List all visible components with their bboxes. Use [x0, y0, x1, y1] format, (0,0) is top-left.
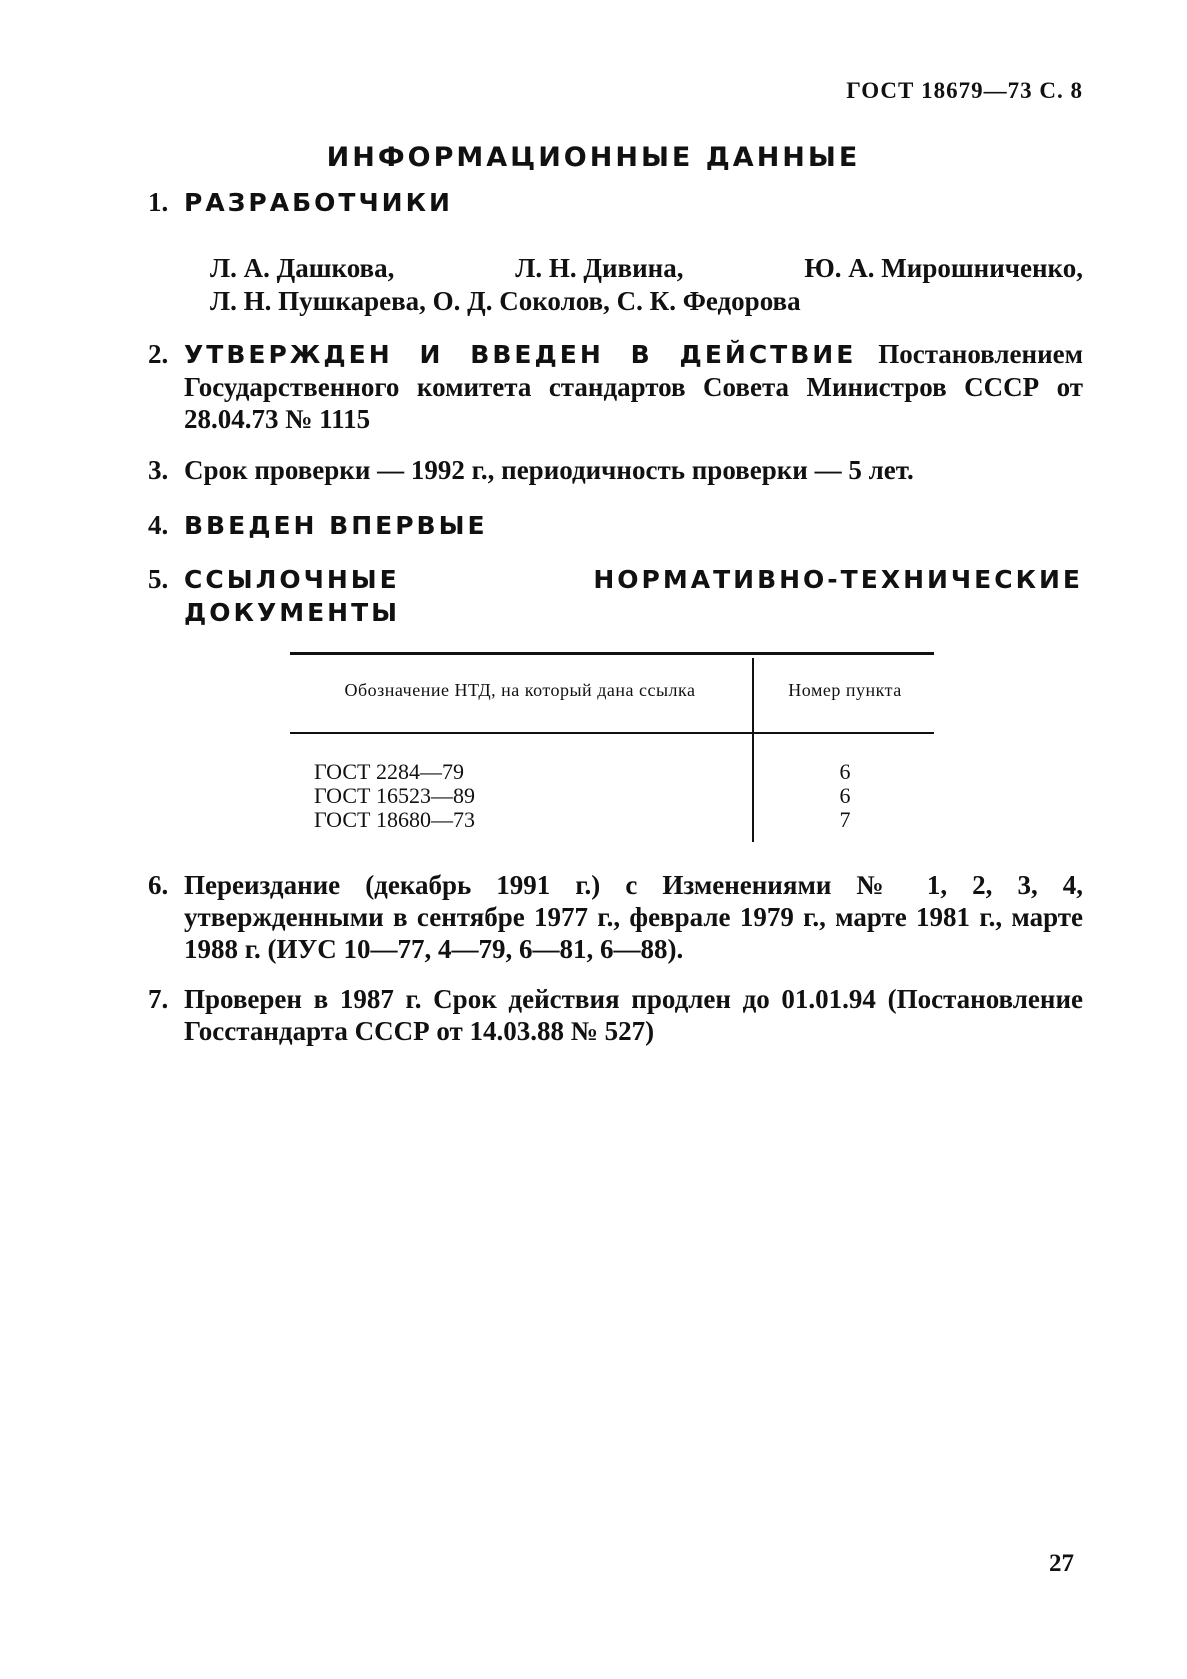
- page-title: ИНФОРМАЦИОННЫЕ ДАННЫЕ: [326, 142, 861, 173]
- author-name: Л. А. Дашкова,: [210, 253, 395, 283]
- table-header-document: Обозначение НТД, на который дана ссылка: [344, 680, 696, 700]
- item-number: 1.: [148, 187, 169, 217]
- table-column-divider: [752, 658, 754, 842]
- table-column-clauses: [756, 760, 934, 832]
- table-cell-clause: 6: [839, 783, 851, 808]
- item-text: Переиздание (декабрь 1991 г.) с Изменениями № 1, 2, 3, 4, утвержденными в сентябре 1977 г., феврале 1979 г., марте 1981 г., марте 1988 г. (ИУС 10—77, 4—79, 6—81, 6—88).: [184, 870, 1083, 964]
- page-number: 27: [1049, 1550, 1074, 1577]
- author-name: Л. Н. Дивина,: [515, 253, 684, 283]
- section-item-3: [148, 454, 1083, 486]
- section-item-4: [148, 509, 1083, 542]
- item-text: Срок проверки — 1992 г., периодичность проверки — 5 лет.: [184, 455, 914, 485]
- table-top-rule: [290, 652, 934, 655]
- item-text: Проверен в 1987 г. Срок действия продлен до 01.01.94 (Постановление Госстандарта СССР от 14.03.88 № 527): [184, 984, 1083, 1046]
- item-number: 7.: [148, 984, 169, 1014]
- item-heading: ВВЕДЕН ВПЕРВЫЕ: [184, 511, 488, 540]
- section-item-1: [148, 186, 1083, 219]
- table-cell-clause: 6: [839, 759, 851, 784]
- author-names-line: Л. Н. Пушкарева, О. Д. Соколов, С. К. Федорова: [210, 286, 801, 316]
- section-item-6: [148, 869, 1083, 965]
- item-number: 4.: [148, 510, 169, 540]
- table-cell-document: ГОСТ 2284—79: [314, 759, 464, 784]
- section-item-2: [148, 338, 1083, 435]
- table-header-rule: [290, 732, 934, 734]
- table-column-documents: [314, 760, 475, 832]
- author-name: Ю. А. Мирошниченко,: [804, 253, 1083, 283]
- reference-documents-table: [290, 652, 934, 848]
- section-item-5: [148, 563, 1083, 629]
- item-text: Постановлением Государственного комитета стандартов Совета Министров СССР от 28.04.73 № 1115: [184, 339, 1084, 434]
- section-item-7: [148, 983, 1083, 1047]
- item-number: 6.: [148, 870, 169, 900]
- item-number: 2.: [148, 339, 169, 369]
- table-cell-document: ГОСТ 16523—89: [314, 783, 475, 808]
- authors-block: [210, 252, 1083, 318]
- standard-reference: ГОСТ 18679—73 С. 8: [846, 78, 1083, 103]
- item-heading: РАЗРАБОТЧИКИ: [184, 188, 453, 217]
- item-heading: УТВЕРЖДЕН И ВВЕДЕН В ДЕЙСТВИЕ: [184, 340, 857, 369]
- table-cell-document: ГОСТ 18680—73: [314, 807, 475, 832]
- item-number: 3.: [148, 455, 169, 485]
- table-cell-clause: 7: [839, 807, 851, 832]
- item-heading: ССЫЛОЧНЫЕ НОРМАТИВНО-ТЕХНИЧЕСКИЕ ДОКУМЕНТЫ: [184, 565, 1083, 627]
- table-header-clause: Номер пункта: [788, 680, 902, 700]
- item-number: 5.: [148, 564, 169, 594]
